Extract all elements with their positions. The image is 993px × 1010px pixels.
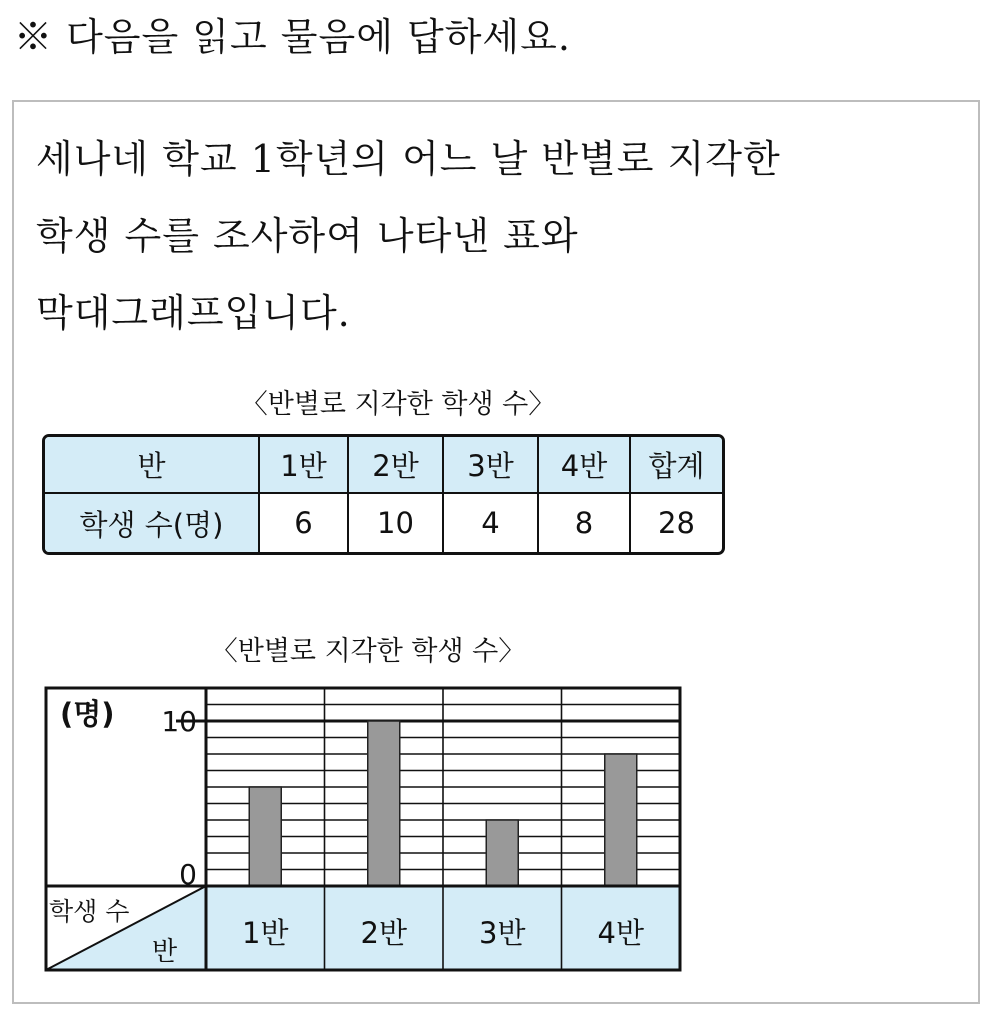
x-axis-label: 반 — [152, 937, 178, 967]
table-cell: 6 — [260, 494, 349, 552]
passage-line-3: 막대그래프입니다. — [36, 291, 351, 335]
table-cell: 4 — [444, 494, 539, 552]
bar — [605, 754, 637, 886]
y-axis-unit-label: (명) — [60, 697, 115, 731]
table-col-header: 4반 — [539, 437, 631, 494]
table-cell: 8 — [539, 494, 631, 552]
table-col-header: 2반 — [349, 437, 444, 494]
bar — [486, 820, 518, 886]
corner-row-label: 학생 수 — [49, 897, 130, 926]
table-title: 〈반별로 지각한 학생 수〉 — [240, 389, 556, 420]
table-col-header: 3반 — [444, 437, 539, 494]
passage-line-2: 학생 수를 조사하여 나타낸 표와 — [36, 214, 579, 258]
x-tick-label: 2반 — [360, 916, 407, 950]
table-col-header: 1반 — [260, 437, 349, 494]
table-col-header: 합계 — [631, 437, 722, 494]
passage-line-1: 세나네 학교 1학년의 어느 날 반별로 지각한 — [36, 137, 781, 181]
table-cell: 10 — [349, 494, 444, 552]
x-tick-label: 3반 — [479, 916, 526, 950]
bar — [368, 721, 400, 886]
x-tick-label: 1반 — [242, 916, 289, 950]
y-tick-label: 10 — [161, 705, 197, 738]
table-row-label: 학생 수(명) — [45, 494, 260, 552]
bar — [249, 787, 281, 886]
y-tick-label: 0 — [179, 858, 197, 891]
graph-title: 〈반별로 지각한 학생 수〉 — [210, 636, 526, 667]
x-tick-label: 4반 — [597, 916, 644, 950]
instruction-text: ※ 다음을 읽고 물음에 답하세요. — [14, 15, 571, 59]
table-cell: 28 — [658, 506, 695, 540]
table-header-label: 반 — [45, 437, 260, 494]
